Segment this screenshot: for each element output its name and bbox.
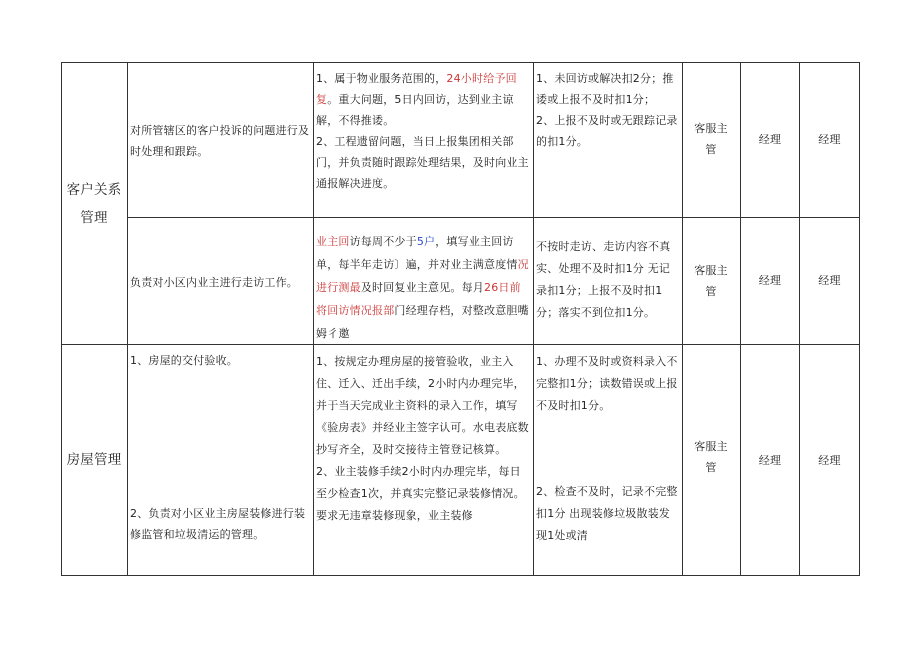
reviewer-role: 经理	[758, 133, 782, 146]
duty-text: 2、负责对小区业主房屋装修进行装修监管和垃圾清运的管理。	[130, 507, 306, 541]
standard-text-run: 26日前将回访情况报部	[316, 281, 521, 317]
col-divider	[533, 62, 534, 576]
standard-text-run: 门经理存档，对整改意胆嘴姆彳邀	[316, 304, 529, 340]
standard-text-run: 。重大问题，5日内回访，达到业主谅解，不得推诿。	[316, 93, 514, 127]
standard-text-run: 访每周不少于	[349, 235, 417, 248]
col-divider	[313, 62, 314, 576]
responsible-role: 客服主管	[694, 440, 728, 474]
responsible-role: 客服主管	[694, 122, 728, 156]
assessment-text: 不按时走访、走访内容不真实、处理不及时扣1分 无记录扣1分；上报不及时扣1分；落实不到位扣1分。	[536, 240, 671, 319]
standard-text-run: 1、属于物业服务范围的，	[316, 72, 447, 85]
assessment-text: 1、未回访或解决扣2分；推诿或上报不及时扣1分； 2、上报不及时或无跟踪记录的扣1分。	[536, 72, 678, 148]
standard-text	[316, 68, 531, 194]
standard-text	[316, 230, 531, 345]
duty-text: 1、房屋的交付验收。	[130, 354, 238, 367]
assessment-text: 1、办理不及时或资料录入不完整扣1分；读数错误或上报不及时扣1分。	[536, 355, 678, 412]
responsible-role: 客服主管	[694, 264, 728, 298]
category-label: 房屋管理	[66, 452, 122, 468]
duty-text: 对所管辖区的客户投诉的问题进行及时处理和跟踪。	[130, 124, 310, 158]
duty-text: 负责对小区内业主进行走访工作。	[130, 276, 298, 289]
reviewer-role: 经理	[758, 454, 782, 467]
standard-text-run: 业主回	[316, 235, 350, 248]
standard-text-run: 2、工程遗留问题，当日上报集团相关部门，并负责随时跟踪处理结果，及时向业主通报解决进度。	[316, 135, 529, 190]
approver-role: 经理	[818, 274, 841, 287]
col-divider	[127, 62, 128, 576]
standard-text-run: 况进行测最	[316, 258, 529, 294]
approver-role: 经理	[818, 133, 841, 146]
table-border-right	[859, 62, 860, 576]
standard-text-run: 24小时给予回复	[316, 72, 517, 106]
reviewer-role: 经理	[758, 274, 782, 287]
standard-text-run: 及时回复业主意见。每月	[360, 281, 485, 294]
approver-role: 经理	[818, 454, 841, 467]
standard-text-run: 5户	[416, 235, 436, 248]
row-divider	[127, 217, 860, 218]
col-divider	[61, 62, 62, 576]
standard-text: 1、按规定办理房屋的接管验收，业主入住、迁入、迁出手续，2小时内办理完毕，并于当天完成业主资料的录入工作，填写《验房表》并经业主签字认可。水电表底数抄写齐全，及时交接待主管登记核算。 2、业主装修手续2小时内办理完毕，每日至少检查1次，并真实完整记录装修情况。要求无违章装修现象，业主装修	[316, 355, 529, 522]
standard-text-run: ，填写业主回访单，每半年走访〕遍，并对业主满意度情	[316, 235, 518, 271]
category-label: 客户关系管理	[66, 182, 122, 226]
assessment-text: 2、检查不及时，记录不完整扣1分 出现装修垃圾散装发现1处或清	[536, 485, 678, 542]
